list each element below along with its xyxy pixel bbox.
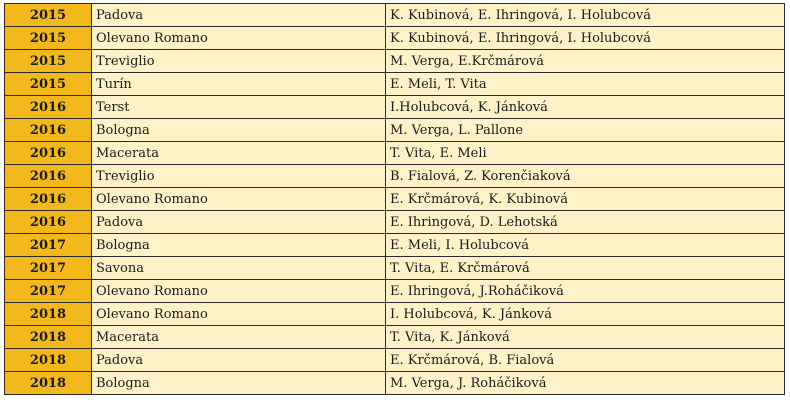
city-cell: Savona xyxy=(92,257,386,280)
year-cell: 2016 xyxy=(5,211,92,234)
year-cell: 2016 xyxy=(5,188,92,211)
city-cell: Bologna xyxy=(92,372,386,395)
table-row xyxy=(5,27,785,50)
city-cell: Olevano Romano xyxy=(92,188,386,211)
table-row xyxy=(5,303,785,326)
city-cell: Padova xyxy=(92,4,386,27)
city-cell: Treviglio xyxy=(92,50,386,73)
year-cell: 2017 xyxy=(5,234,92,257)
year-cell: 2018 xyxy=(5,349,92,372)
table-body xyxy=(5,4,785,395)
names-cell: M. Verga, L. Pallone xyxy=(386,119,785,142)
year-cell: 2017 xyxy=(5,257,92,280)
table-row xyxy=(5,188,785,211)
year-cell: 2018 xyxy=(5,372,92,395)
names-cell: K. Kubinová, E. Ihringová, I. Holubcová xyxy=(386,27,785,50)
names-cell: E. Krčmárová, B. Fialová xyxy=(386,349,785,372)
names-cell: M. Verga, J. Roháčiková xyxy=(386,372,785,395)
table-row xyxy=(5,165,785,188)
names-cell: I.Holubcová, K. Jánková xyxy=(386,96,785,119)
names-cell: B. Fialová, Z. Korenčiaková xyxy=(386,165,785,188)
names-cell: E. Ihringová, J.Roháčiková xyxy=(386,280,785,303)
city-cell: Bologna xyxy=(92,234,386,257)
table-row xyxy=(5,50,785,73)
table-row xyxy=(5,4,785,27)
names-cell: M. Verga, E.Krčmárová xyxy=(386,50,785,73)
city-cell: Turín xyxy=(92,73,386,96)
year-cell: 2017 xyxy=(5,280,92,303)
table-row xyxy=(5,96,785,119)
city-cell: Macerata xyxy=(92,142,386,165)
year-cell: 2018 xyxy=(5,326,92,349)
table-row xyxy=(5,326,785,349)
table-row xyxy=(5,73,785,96)
names-cell: E. Ihringová, D. Lehotská xyxy=(386,211,785,234)
table-row xyxy=(5,211,785,234)
names-cell: T. Vita, E. Meli xyxy=(386,142,785,165)
year-cell: 2015 xyxy=(5,50,92,73)
year-cell: 2016 xyxy=(5,96,92,119)
table-row xyxy=(5,372,785,395)
city-cell: Bologna xyxy=(92,119,386,142)
year-cell: 2015 xyxy=(5,27,92,50)
city-cell: Macerata xyxy=(92,326,386,349)
table-row xyxy=(5,257,785,280)
year-cell: 2018 xyxy=(5,303,92,326)
table-row xyxy=(5,142,785,165)
city-cell: Olevano Romano xyxy=(92,303,386,326)
table-row xyxy=(5,234,785,257)
names-cell: E. Meli, T. Vita xyxy=(386,73,785,96)
year-cell: 2016 xyxy=(5,119,92,142)
names-cell: E. Meli, I. Holubcová xyxy=(386,234,785,257)
names-cell: T. Vita, K. Jánková xyxy=(386,326,785,349)
city-cell: Terst xyxy=(92,96,386,119)
names-cell: I. Holubcová, K. Jánková xyxy=(386,303,785,326)
names-cell: T. Vita, E. Krčmárová xyxy=(386,257,785,280)
table-row xyxy=(5,349,785,372)
year-cell: 2015 xyxy=(5,73,92,96)
city-cell: Padova xyxy=(92,211,386,234)
year-cell: 2016 xyxy=(5,142,92,165)
city-cell: Treviglio xyxy=(92,165,386,188)
table-row xyxy=(5,119,785,142)
events-table xyxy=(4,3,785,395)
year-cell: 2015 xyxy=(5,4,92,27)
year-cell: 2016 xyxy=(5,165,92,188)
city-cell: Olevano Romano xyxy=(92,27,386,50)
names-cell: E. Krčmárová, K. Kubinová xyxy=(386,188,785,211)
city-cell: Olevano Romano xyxy=(92,280,386,303)
city-cell: Padova xyxy=(92,349,386,372)
names-cell: K. Kubinová, E. Ihringová, I. Holubcová xyxy=(386,4,785,27)
table-row xyxy=(5,280,785,303)
